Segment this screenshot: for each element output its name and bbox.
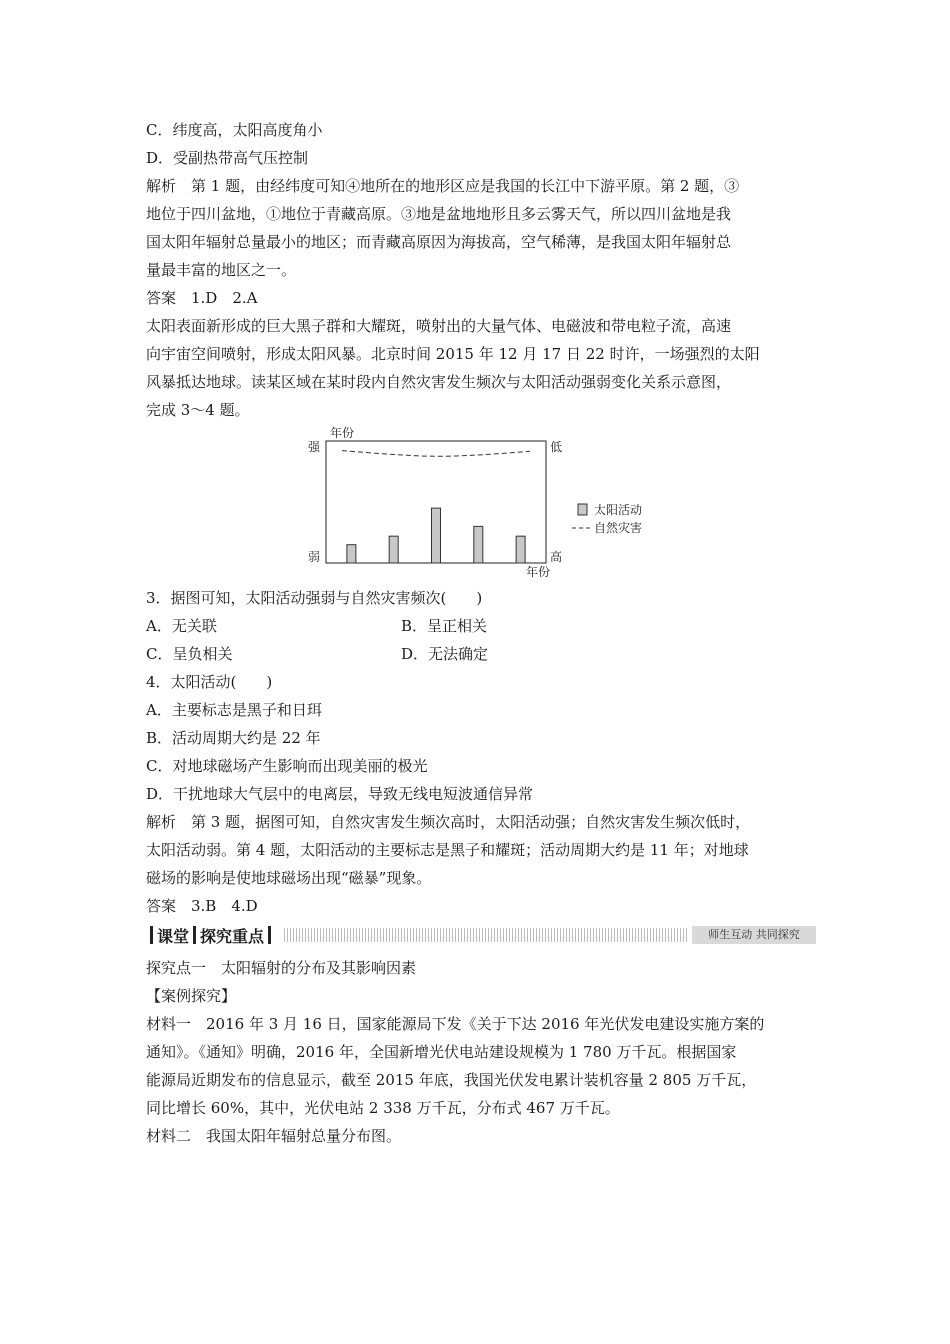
material-1-line-1: 材料一 2016 年 3 月 16 日，国家能源局下发《关于下达 2016 年光伏发电建设实施方案的 — [146, 1015, 765, 1033]
material-1-line-2: 通知》。《通知》明确，2016 年，全国新增光伏电站建设规模为 1 780 万千瓦。根据国家 — [146, 1043, 737, 1061]
q3-option-a: A．无关联 — [146, 617, 217, 635]
analysis-line-1: 解析 第 1 题，由经纬度可知④地所在的地形区应是我国的长江中下游平原。第 2 题，③ — [146, 177, 740, 195]
q4-option-a: A．主要标志是黑子和日珥 — [146, 701, 322, 719]
banner-title-part1: 课堂 — [157, 926, 190, 946]
solar-activity-bar — [347, 545, 356, 563]
q3-option-d: D．无法确定 — [401, 645, 489, 663]
label-right-top: 低 — [550, 440, 563, 454]
option-d-q2: D．受副热带高气压控制 — [146, 149, 309, 167]
legend-line-label: 自然灾害 — [594, 521, 643, 535]
legend-bar-swatch — [578, 504, 587, 515]
section-banner — [146, 924, 816, 946]
banner-stripes — [284, 928, 688, 942]
analysis2-line-1: 解析 第 3 题，据图可知，自然灾害发生频次高时，太阳活动强；自然灾害发生频次低时， — [146, 813, 751, 831]
option-c-q2: C．纬度高，太阳高度角小 — [146, 121, 323, 139]
passage-line-4: 完成 3～4 题。 — [146, 401, 250, 419]
q3-option-b: B．呈正相关 — [401, 617, 488, 635]
q3-option-c: C．呈负相关 — [146, 645, 233, 663]
q4-option-b: B．活动周期大约是 22 年 — [146, 729, 321, 747]
question-3: 3．据图可知，太阳活动强弱与自然灾害频次( ) — [146, 589, 483, 607]
analysis-line-2: 地位于四川盆地，①地位于青藏高原。③地是盆地地形且多云雾天气，所以四川盆地是我 — [146, 205, 732, 223]
analysis-line-4: 量最丰富的地区之一。 — [146, 261, 297, 279]
answer-1-2: 答案 1.D 2.A — [146, 289, 258, 307]
banner-title-part2: 探究重点 — [200, 926, 265, 946]
q4-option-d: D．干扰地球大气层中的电离层，导致无线电短波通信异常 — [146, 785, 534, 803]
solar-activity-bar — [432, 508, 441, 563]
question-4: 4．太阳活动( ) — [146, 673, 273, 691]
material-1-line-4: 同比增长 60%，其中，光伏电站 2 338 万千瓦，分布式 467 万千瓦。 — [146, 1099, 620, 1117]
q4-option-c: C．对地球磁场产生影响而出现美丽的极光 — [146, 757, 428, 775]
banner-title — [146, 924, 275, 946]
material-2: 材料二 我国太阳年辐射总量分布图。 — [146, 1127, 402, 1145]
label-left-bottom: 弱 — [308, 550, 321, 564]
label-left-top: 强 — [308, 440, 321, 454]
case-study-heading: 【案例探究】 — [146, 987, 237, 1005]
solar-activity-bar — [389, 536, 398, 563]
explore-point-title: 探究点一 太阳辐射的分布及其影响因素 — [146, 959, 417, 977]
solar-activity-bar — [474, 526, 483, 563]
analysis-line-3: 国太阳年辐射总量最小的地区；而青藏高原因为海拔高，空气稀薄，是我国太阳年辐射总 — [146, 233, 732, 251]
banner-subtitle: 师生互动 共同探究 — [692, 926, 816, 944]
passage-line-1: 太阳表面新形成的巨大黑子群和大耀斑，喷射出的大量气体、电磁波和带电粒子流，高速 — [146, 317, 732, 335]
solar-activity-disaster-chart — [300, 425, 660, 585]
label-bottom-axis: 年份 — [526, 565, 551, 579]
answer-3-4: 答案 3.B 4.D — [146, 897, 258, 915]
analysis2-line-3: 磁场的影响是使地球磁场出现“磁暴”现象。 — [146, 869, 432, 887]
material-1-line-3: 能源局近期发布的信息显示，截至 2015 年底，我国光伏发电累计装机容量 2 805 万千瓦， — [146, 1071, 757, 1089]
analysis2-line-2: 太阳活动弱。第 4 题，太阳活动的主要标志是黑子和耀斑；活动周期大约是 11 年；对地球 — [146, 841, 749, 859]
legend-bar-label: 太阳活动 — [594, 503, 643, 517]
solar-activity-bar — [516, 536, 525, 563]
passage-line-3: 风暴抵达地球。读某区域在某时段内自然灾害发生频次与太阳活动强弱变化关系示意图， — [146, 373, 732, 391]
label-right-bottom: 高 — [550, 550, 563, 564]
label-top-axis: 年份 — [330, 426, 355, 440]
passage-line-2: 向宇宙空间喷射，形成太阳风暴。北京时间 2015 年 12 月 17 日 22 时许，一场强烈的太阳 — [146, 345, 760, 363]
disaster-dashed-line — [342, 451, 530, 457]
